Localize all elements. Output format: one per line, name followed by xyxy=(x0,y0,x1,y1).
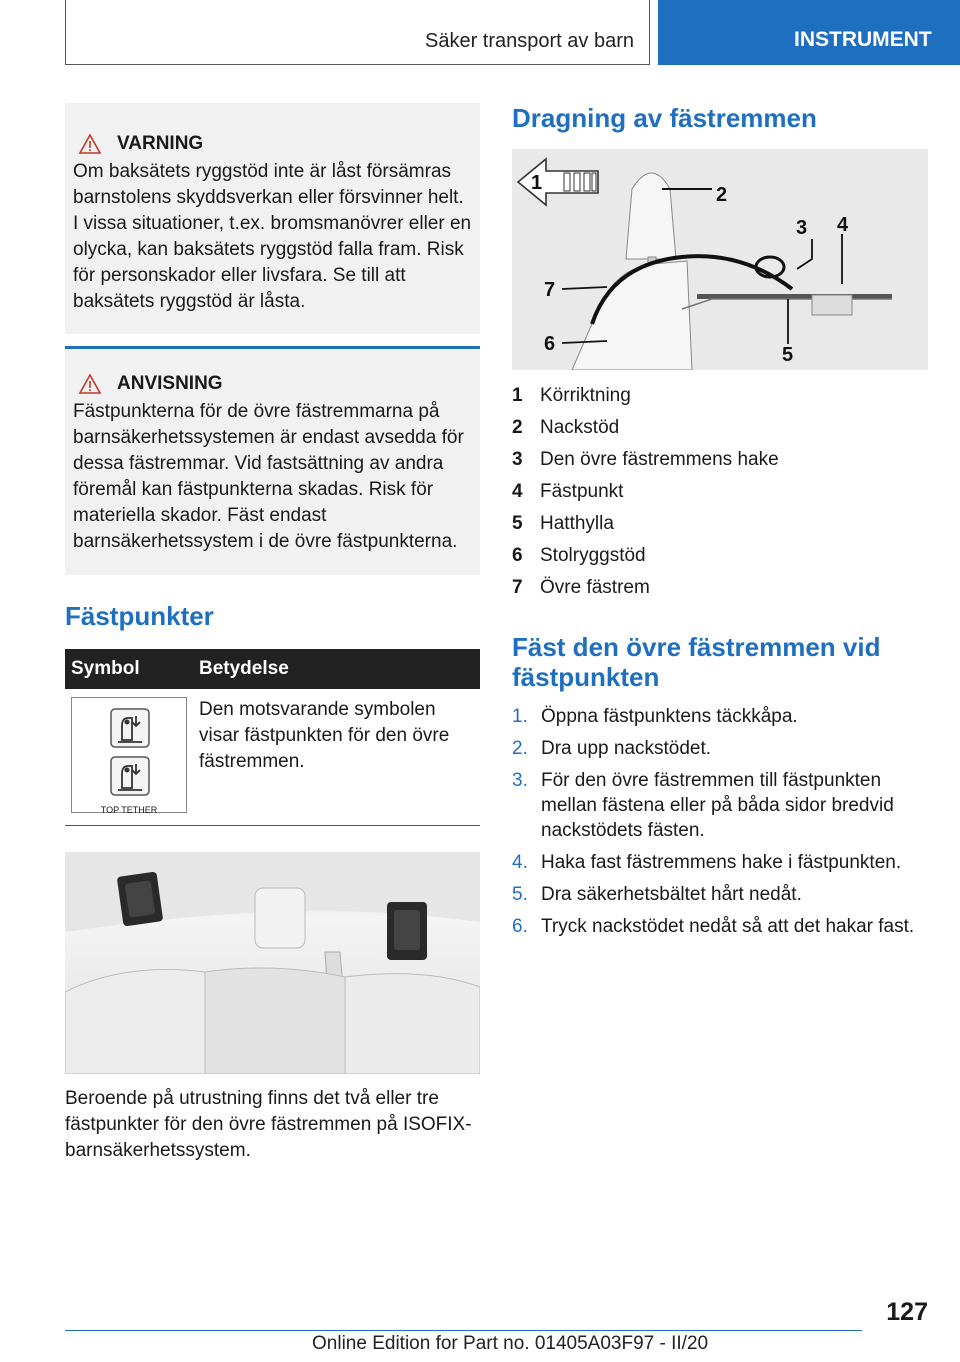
diagram-label-4: 4 xyxy=(837,214,849,236)
table-row xyxy=(65,689,480,823)
legend-list xyxy=(512,380,928,604)
notice-triangle-icon xyxy=(79,374,101,394)
symbol-table xyxy=(65,649,480,823)
warning-triangle-icon xyxy=(79,134,101,154)
list-item: 1 Körriktning xyxy=(512,385,631,406)
list-item: 2 Nackstöd xyxy=(512,417,620,438)
chapter-tab[interactable]: INSTRUMENT xyxy=(658,0,960,65)
attach-heading: Fäst den övre fästremmen vid fästpunkten xyxy=(512,632,881,692)
page-number: 127 xyxy=(886,1298,928,1326)
footer-divider xyxy=(65,1330,862,1331)
top-tether-caption: TOP TETHER xyxy=(100,805,158,815)
strap-routing-diagram xyxy=(512,149,928,370)
warning-title: VARNING xyxy=(73,131,472,157)
list-item: 4 Fästpunkt xyxy=(512,481,624,502)
notice-text: Fästpunkterna för de övre fästremmarna på barnsäkerhetssystemen är endast avsedda för dessa fästremmar. Vid fastsättning av andra föremål kan fästpunkterna skadas. Risk för materiella skador. Fäst endast barnsäkerhetssystem i de övre fästpunkterna. xyxy=(73,401,464,552)
diagram-label-2: 2 xyxy=(716,184,728,206)
notice-box xyxy=(65,346,480,575)
list-item: 1. Öppna fästpunktens täckkåpa. xyxy=(512,706,798,727)
diagram-label-1: 1 xyxy=(531,172,543,194)
list-item: 4. Haka fast fästremmens hake i fästpunkten. xyxy=(512,852,902,873)
list-item: 3. För den övre fästremmen till fästpunkten mellan fästena eller på båda sidor bredvid nackstödets fästen. xyxy=(512,770,894,841)
warning-box xyxy=(65,103,480,334)
list-item: 5 Hatthylla xyxy=(512,513,614,534)
diagram-label-6: 6 xyxy=(544,333,556,355)
diagram-label-7: 7 xyxy=(544,279,556,301)
anchor-paragraph: Beroende på utrustning finns det två eller tre fästpunkter för den övre fästremmen på ISOFIX-barnsäkerhetssystem. xyxy=(65,1088,472,1161)
list-item: 5. Dra säkerhetsbältet hårt nedåt. xyxy=(512,884,802,905)
rear-seat-illustration xyxy=(65,852,480,1074)
diagram-label-3: 3 xyxy=(796,217,808,239)
footer-edition: Online Edition for Part no. 01405A03F97 - II/20 xyxy=(312,1333,709,1354)
symbol-meaning: Den motsvarande symbolen visar fästpunkten för den övre fästremmen. xyxy=(199,699,450,772)
list-item: 7 Övre fästrem xyxy=(512,577,650,598)
list-item: 6 Stolryggstöd xyxy=(512,545,646,566)
table-header-meaning: Betydelse xyxy=(193,649,480,689)
tether-icon xyxy=(110,756,150,796)
list-item: 2. Dra upp nackstödet. xyxy=(512,738,712,759)
notice-title: ANVISNING xyxy=(73,371,472,397)
left-column xyxy=(65,103,480,1164)
routing-illustration xyxy=(512,149,928,370)
diagram-label-5: 5 xyxy=(782,344,794,366)
list-item: 3 Den övre fästremmens hake xyxy=(512,449,779,470)
tether-icon xyxy=(110,708,150,748)
anchor-heading: Fästpunkter xyxy=(65,601,214,631)
right-column xyxy=(512,103,928,946)
steps-list xyxy=(512,704,928,939)
table-header-symbol: Symbol xyxy=(65,649,193,689)
section-title: Säker transport av barn xyxy=(425,30,634,52)
rear-seat-photo xyxy=(65,852,480,1074)
warning-text: Om baksätets ryggstöd inte är låst försämras barnstolens skyddsverkan eller försvinner helt. I vissa situationer, t.ex. bromsmanövrer eller en olycka, kan baksätets ryggstöd falla fram. Risk för personskador eller livsfara. Se till att baksätets ryggstöd är låsta. xyxy=(73,161,472,312)
list-item: 6. Tryck nackstödet nedåt så att det hakar fast. xyxy=(512,916,915,937)
routing-heading: Dragning av fästremmen xyxy=(512,103,817,133)
table-divider xyxy=(65,825,480,826)
top-tether-symbol xyxy=(71,697,187,813)
